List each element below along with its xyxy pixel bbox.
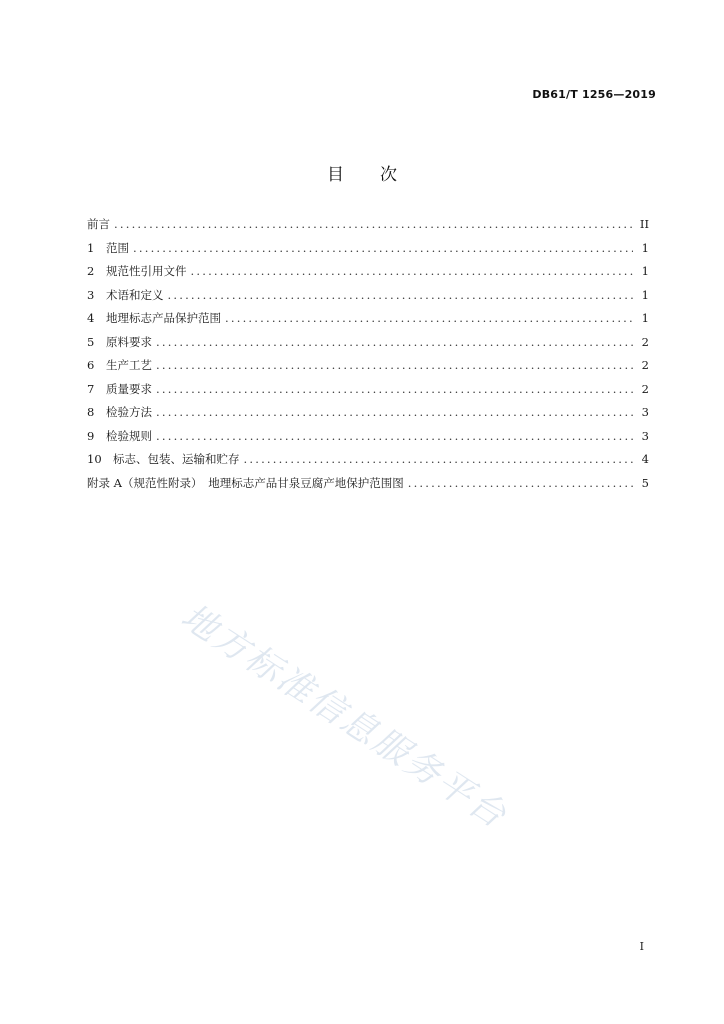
standard-code: DB61/T 1256—2019 <box>532 88 656 101</box>
toc-entry-number: 9 <box>87 428 95 443</box>
toc-entry-number: 1 <box>87 240 95 255</box>
toc-leader-dots <box>114 216 633 232</box>
toc-entry-page: 1 <box>641 240 649 255</box>
toc-entry-number: 5 <box>87 334 95 349</box>
toc-entry-page: 2 <box>641 358 649 372</box>
page-number: I <box>639 940 644 953</box>
toc-leader-dots <box>133 240 633 256</box>
toc-entry-text: 前言 <box>87 217 110 231</box>
toc-entry-page: 2 <box>641 381 649 396</box>
toc-entry-page: 3 <box>641 428 649 443</box>
toc-entry-page: 1 <box>641 287 649 302</box>
toc-leader-dots <box>156 381 633 397</box>
toc-leader-dots <box>168 287 634 303</box>
page-title <box>0 160 724 185</box>
toc-entry-number: 3 <box>87 287 95 302</box>
toc-entry-2[interactable] <box>87 263 649 287</box>
toc-entry-text: 术语和定义 <box>106 287 164 302</box>
toc-entry-1[interactable] <box>87 240 649 264</box>
title-char-1: 目 <box>327 165 344 185</box>
toc-entry-page: 1 <box>641 311 649 325</box>
toc-entry-text: 质量要求 <box>106 381 152 396</box>
toc-entry-3[interactable] <box>87 287 649 311</box>
toc-entry-9[interactable] <box>87 428 649 452</box>
toc-entry-page: 5 <box>641 475 649 490</box>
toc-entry-number: 10 <box>87 452 102 466</box>
toc-entry-text: 范围 <box>106 240 129 255</box>
watermark: 地方标准信息服务平台 <box>173 596 515 838</box>
toc-entry-page: 4 <box>641 452 649 466</box>
toc-entry-10[interactable] <box>87 451 649 475</box>
toc-entry-appendix-a[interactable] <box>87 475 649 499</box>
toc-entry-6[interactable] <box>87 357 649 381</box>
toc-leader-dots <box>156 404 633 420</box>
toc-entry-foreword[interactable] <box>87 216 649 240</box>
toc-entry-text: 标志、包装、运输和贮存 <box>113 452 240 466</box>
toc-entry-number: 2 <box>87 264 95 278</box>
toc-entry-number: 8 <box>87 405 95 419</box>
toc-entry-page: II <box>639 217 649 231</box>
toc-entry-7[interactable] <box>87 381 649 405</box>
toc-leader-dots <box>156 428 633 444</box>
toc-leader-dots <box>244 451 634 467</box>
toc-entry-number: 6 <box>87 358 95 372</box>
toc-entry-text: 生产工艺 <box>106 358 152 372</box>
toc-entry-text: 规范性引用文件 <box>106 264 187 278</box>
toc-entry-number: 7 <box>87 381 95 396</box>
toc-leader-dots <box>191 263 634 279</box>
toc-entry-text: 检验方法 <box>106 405 152 419</box>
toc-entry-4[interactable] <box>87 310 649 334</box>
toc-leader-dots <box>156 357 633 373</box>
toc-entry-text: 地理标志产品保护范围 <box>106 311 221 325</box>
toc-leader-dots <box>156 334 633 350</box>
toc-entry-text: 附录 A（规范性附录） 地理标志产品甘泉豆腐产地保护范围图 <box>87 475 404 490</box>
toc-entry-5[interactable] <box>87 334 649 358</box>
title-char-2: 次 <box>380 165 397 185</box>
toc-entry-text: 检验规则 <box>106 428 152 443</box>
toc-leader-dots <box>225 310 633 326</box>
toc-entry-8[interactable] <box>87 404 649 428</box>
toc-entry-number: 4 <box>87 311 95 325</box>
toc-entry-page: 2 <box>641 334 649 349</box>
toc-entry-text: 原料要求 <box>106 334 152 349</box>
toc-entry-page: 3 <box>641 405 649 419</box>
table-of-contents <box>87 216 649 498</box>
toc-entry-page: 1 <box>641 264 649 278</box>
toc-leader-dots <box>408 475 633 491</box>
